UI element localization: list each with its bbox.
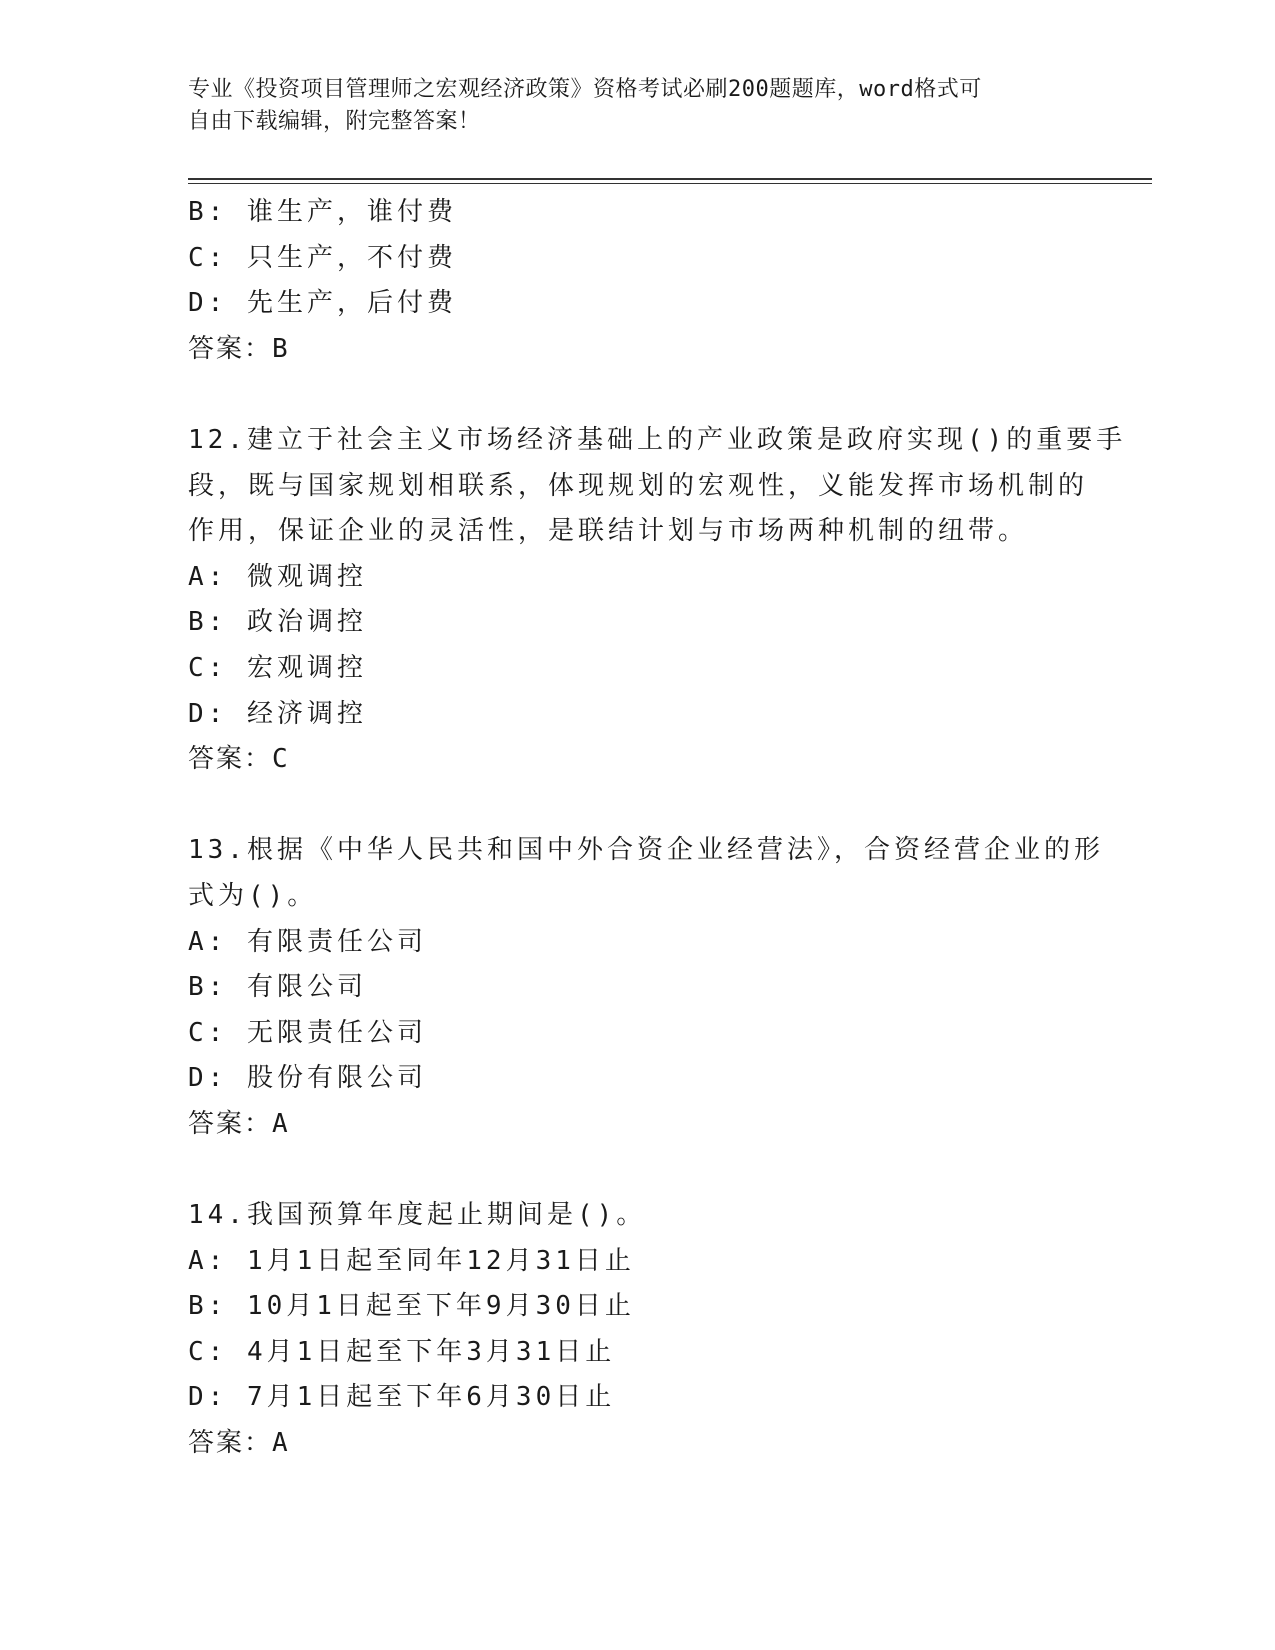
question-text-line: 式为()。 — [188, 880, 318, 911]
question-13 — [188, 828, 1104, 1147]
question-text-line: 段，既与国家规划相联系，体现规划的宏观性，义能发挥市场机制的 — [188, 470, 1089, 501]
question-12 — [188, 418, 1127, 783]
spacer — [188, 783, 1088, 829]
option-d: D: 股份有限公司 — [188, 1063, 427, 1094]
answer: 答案：B — [188, 333, 290, 364]
question-text-line: 13.根据《中华人民共和国中外合资企业经营法》，合资经营企业的形 — [188, 835, 1104, 866]
header-line-2: 自由下载编辑，附完整答案！ — [188, 109, 481, 134]
answer: 答案：C — [188, 744, 290, 775]
question-content — [188, 190, 1127, 1467]
option-c: C: 无限责任公司 — [188, 1017, 427, 1048]
question-text-line: 14.我国预算年度起止期间是()。 — [188, 1200, 647, 1231]
option-d: D: 经济调控 — [188, 698, 367, 729]
answer: 答案：A — [188, 1428, 290, 1459]
option-c: C: 只生产，不付费 — [188, 242, 457, 273]
header-rule-thin — [188, 183, 1152, 184]
option-b: B: 有限公司 — [188, 972, 367, 1003]
question-11 — [188, 190, 1088, 372]
option-a: A: 有限责任公司 — [188, 926, 427, 957]
option-a: A: 1月1日起至同年12月31日止 — [188, 1245, 635, 1276]
option-b: B: 谁生产，谁付费 — [188, 197, 457, 227]
spacer — [188, 372, 1088, 418]
option-b: B: 政治调控 — [188, 607, 367, 638]
option-d: D: 先生产，后付费 — [188, 288, 457, 319]
option-a: A: 微观调控 — [188, 561, 367, 592]
option-c: C: 宏观调控 — [188, 652, 367, 683]
question-14 — [188, 1193, 1088, 1467]
option-d: D: 7月1日起至下年6月30日止 — [188, 1382, 616, 1413]
header-line-1: 专业《投资项目管理师之宏观经济政策》资格考试必刷200题题库，word格式可 — [188, 77, 982, 102]
answer: 答案：A — [188, 1108, 290, 1139]
option-b: B: 10月1日起至下年9月30日止 — [188, 1291, 635, 1322]
document-header — [188, 74, 1068, 138]
option-c: C: 4月1日起至下年3月31日止 — [188, 1336, 616, 1367]
question-text-line: 作用，保证企业的灵活性，是联结计划与市场两种机制的纽带。 — [188, 516, 1029, 547]
header-rule-thick — [188, 178, 1152, 180]
question-text-line: 12.建立于社会主义市场经济基础上的产业政策是政府实现()的重要手 — [188, 424, 1127, 455]
spacer — [188, 1147, 1088, 1193]
